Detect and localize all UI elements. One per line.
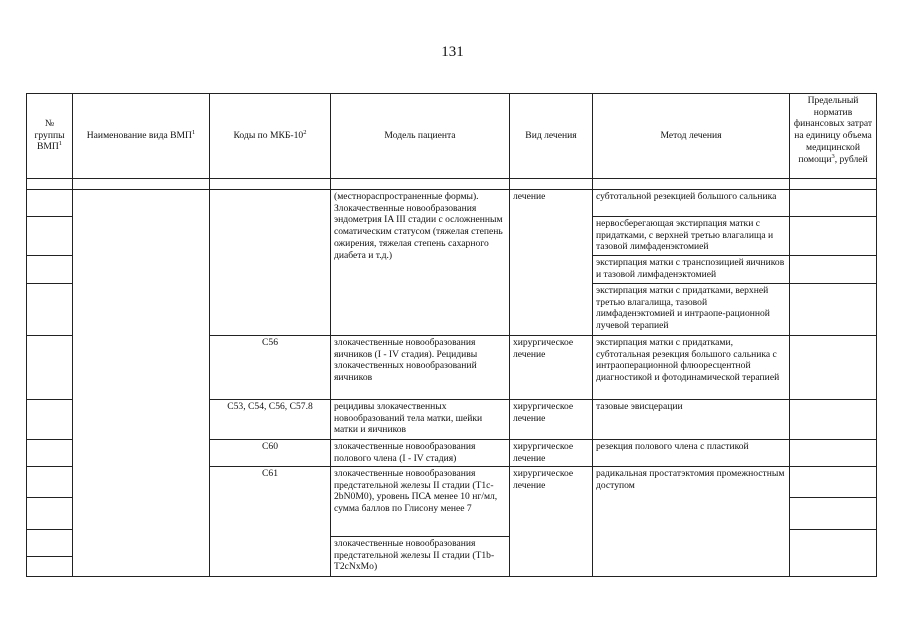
header-icd-codes: Коды по МКБ-$10^2$ <box>210 94 331 179</box>
patient-model-cell: рецидивы злокачественных новообразований тела матки, шейки матки и яичников <box>331 400 510 440</box>
patient-model-cell: (местнораспространенные формы). Злокачественные новообразования эндометрия IA III стадии с осложненным соматическим статусом (тяжелая степень ожирения, тяжелая степень сахарного диабета и т.д.) <box>331 190 510 336</box>
treatment-method-cell: экстирпация матки с придатками, субтотальная резекция большого сальника с интраоперационной флюоресцентной диагностикой и фотодинамической терапией <box>593 336 790 400</box>
cost-norm-cell <box>790 284 877 336</box>
patient-model-cell: злокачественные новообразования полового члена (I - IV стадия) <box>331 440 510 467</box>
cost-norm-cell <box>790 467 877 498</box>
header-treatment-method: Метод лечения <box>593 94 790 179</box>
treatment-method-cell: экстирпация матки с транспозицией яичников и тазовой лимфаденэктомией <box>593 256 790 284</box>
patient-model-cell: злокачественные новообразования предстательной железы II стадии (T1b-T2cNxMo) <box>331 537 510 577</box>
treatment-type-cell: хирургическое лечение <box>510 400 593 440</box>
header-patient-model: Модель пациента <box>331 94 510 179</box>
icd-code-cell: C60 <box>210 440 331 467</box>
empty-cell <box>593 179 790 190</box>
group-no-cell <box>27 190 73 217</box>
header-treatment-type: Вид лечения <box>510 94 593 179</box>
group-no-cell <box>27 217 73 256</box>
treatment-method-cell: резекция полового члена с пластикой <box>593 440 790 467</box>
group-no-cell <box>27 467 73 498</box>
empty-cell <box>210 179 331 190</box>
treatment-method-cell: тазовые эвисцерации <box>593 400 790 440</box>
group-no-cell <box>27 400 73 440</box>
table-row <box>27 190 877 217</box>
icd-code-cell: C53, C54, C56, C57.8 <box>210 400 331 440</box>
treatment-type-cell: лечение <box>510 190 593 336</box>
header-row <box>27 94 877 179</box>
treatment-method-cell: субтотальной резекцией большого сальника <box>593 190 790 217</box>
treatment-method-cell: радикальная простатэктомия промежностным доступом <box>593 467 790 577</box>
cost-norm-cell <box>790 190 877 217</box>
group-no-cell <box>27 530 73 557</box>
cost-norm-cell <box>790 256 877 284</box>
cost-norm-cell <box>790 530 877 577</box>
header-cost-norm: Предельный норматив финансовых затрат на единицу объема медицинской помощи$^3$, рублей <box>790 94 877 179</box>
header-vmp-name: Наименование вида ВМП$^1$ <box>73 94 210 179</box>
cost-norm-cell <box>790 217 877 256</box>
group-no-cell <box>27 440 73 467</box>
cost-norm-cell <box>790 498 877 530</box>
empty-cell <box>27 179 73 190</box>
icd-code-cell: C61 <box>210 467 331 577</box>
group-no-cell <box>27 256 73 284</box>
patient-model-cell: злокачественные новообразования яичников (I - IV стадия). Рецидивы злокачественных новообразований яичников <box>331 336 510 400</box>
spacer-row <box>27 179 877 190</box>
vmp-name-cell <box>73 190 210 577</box>
empty-cell <box>73 179 210 190</box>
treatment-type-cell: хирургическое лечение <box>510 467 593 577</box>
icd-code-cell: C56 <box>210 336 331 400</box>
group-no-cell <box>27 284 73 336</box>
empty-cell <box>790 179 877 190</box>
vmp-table <box>26 93 877 577</box>
group-no-cell <box>27 336 73 400</box>
patient-model-cell: злокачественные новообразования предстательной железы II стадии (T1c-2bN0M0), уровень ПСА менее 10 нг/мл, сумма баллов по Глисону менее 7 <box>331 467 510 537</box>
treatment-method-cell: нервосберегающая экстирпация матки с придатками, с верхней третью влагалища и тазовой лимфаденэктомией <box>593 217 790 256</box>
empty-cell <box>510 179 593 190</box>
treatment-method-cell: экстирпация матки с придатками, верхней третью влагалища, тазовой лимфаденэктомией и интраопе-рационной лучевой терапией <box>593 284 790 336</box>
group-no-cell <box>27 498 73 530</box>
empty-cell <box>331 179 510 190</box>
header-group-no: № группы ВМП$^1$ <box>27 94 73 179</box>
treatment-type-cell: хирургическое лечение <box>510 440 593 467</box>
group-no-cell <box>27 557 73 577</box>
icd-code-cell <box>210 190 331 336</box>
treatment-type-cell: хирургическое лечение <box>510 336 593 400</box>
cost-norm-cell <box>790 440 877 467</box>
cost-norm-cell <box>790 336 877 400</box>
cost-norm-cell <box>790 400 877 440</box>
page-number: 131 <box>441 44 464 60</box>
